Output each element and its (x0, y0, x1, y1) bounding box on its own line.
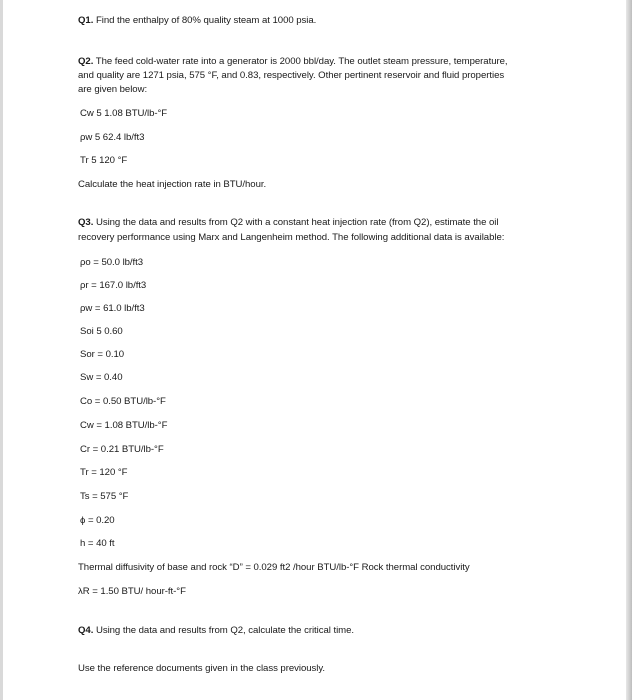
question-3-number: Q3. (78, 217, 94, 228)
question-2-text-1: The feed cold-water rate into a generator is 2000 bbl/day. The outlet steam pressure, temperature, (93, 56, 508, 67)
q3-given-sor: Sor = 0.10 (80, 349, 125, 360)
question-1-number: Q1. (78, 15, 94, 26)
question-3-line-1 (78, 216, 498, 229)
q3-given-cw: Cw = 1.08 BTU/lb-°F (80, 420, 168, 431)
page-left-edge (0, 0, 3, 700)
q2-given-cw: Cw 5 1.08 BTU/lb-°F (80, 108, 168, 119)
q3-given-phi: ϕ = 0.20 (80, 515, 115, 526)
footer-note: Use the reference documents given in the class previously. (78, 663, 326, 674)
q3-rock-conductivity: λR = 1.50 BTU/ hour-ft-°F (78, 586, 186, 597)
question-1 (78, 14, 316, 27)
question-1-text: Find the enthalpy of 80% quality steam at 1000 psia. (93, 15, 317, 26)
q3-given-rhoo: ρo = 50.0 lb/ft3 (80, 257, 144, 268)
q2-ask: Calculate the heat injection rate in BTU/hour. (78, 179, 267, 190)
q3-given-sw: Sw = 0.40 (80, 372, 123, 383)
question-3-text-1: Using the data and results from Q2 with a constant heat injection rate (from Q2), estimate the oil (93, 217, 499, 228)
q3-given-soi: Soi 5 0.60 (80, 326, 123, 337)
question-4-text: Using the data and results from Q2, calculate the critical time. (93, 625, 355, 636)
question-4 (78, 624, 354, 637)
question-2-line-1 (78, 55, 508, 68)
question-2-number: Q2. (78, 56, 94, 67)
q3-given-rhow: ρw = 61.0 lb/ft3 (80, 303, 145, 314)
q3-given-h: h = 40 ft (80, 538, 115, 549)
question-2-line-2: and quality are 1271 psia, 575 °F, and 0.83, respectively. Other pertinent reservoir and fluid properties (78, 70, 505, 81)
page-right-edge-shadow (626, 0, 632, 700)
q3-thermal-diffusivity: Thermal diffusivity of base and rock “D” = 0.029 ft2 /hour BTU/lb-°F Rock thermal conductivity (78, 562, 470, 573)
q3-given-cr: Cr = 0.21 BTU/lb-°F (80, 444, 164, 455)
q3-given-tr: Tr = 120 °F (80, 467, 128, 478)
q2-given-tr: Tr 5 120 °F (80, 155, 128, 166)
q3-given-rhor: ρr = 167.0 lb/ft3 (80, 280, 147, 291)
question-2-line-3: are given below: (78, 84, 148, 95)
q2-given-rhow: ρw 5 62.4 lb/ft3 (80, 132, 145, 143)
question-3-line-2: recovery performance using Marx and Langenheim method. The following additional data is available: (78, 232, 505, 243)
q3-given-co: Co = 0.50 BTU/lb-°F (80, 396, 166, 407)
question-4-number: Q4. (78, 625, 94, 636)
q3-given-ts: Ts = 575 °F (80, 491, 129, 502)
